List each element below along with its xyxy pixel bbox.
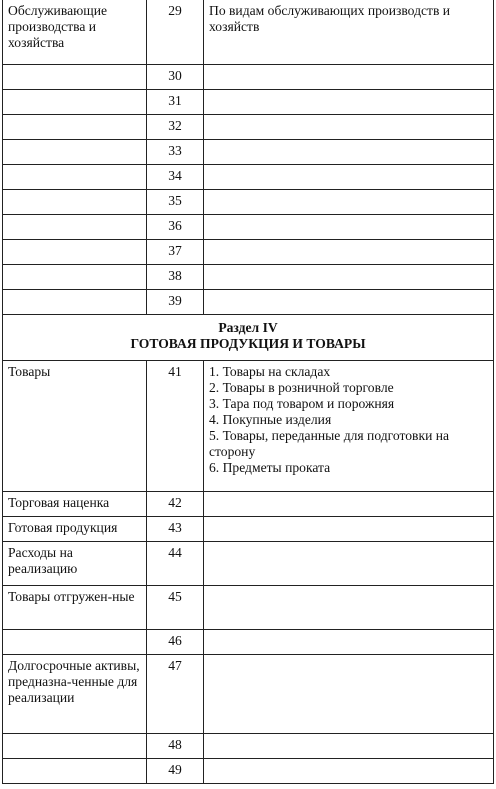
account-name-cell	[3, 758, 147, 783]
subaccount-cell	[204, 491, 494, 516]
account-name-cell	[3, 89, 147, 114]
subaccount-cell	[204, 139, 494, 164]
subaccount-item: 4. Покупные изделия	[209, 411, 332, 427]
table-row	[3, 0, 494, 64]
table-row	[3, 289, 494, 314]
account-number-cell: 36	[147, 214, 204, 239]
account-number-cell: 48	[147, 733, 204, 758]
subaccount-cell	[204, 516, 494, 541]
table-row	[3, 629, 494, 654]
account-name-cell: Долгосрочные активы, предназна-ченные для реализации	[3, 654, 147, 733]
account-name-cell: Товары отгружен-ные	[3, 585, 147, 629]
subaccount-cell	[204, 214, 494, 239]
table-row	[3, 189, 494, 214]
account-name-cell: Готовая продукция	[3, 516, 147, 541]
table-row	[3, 360, 494, 491]
table-row	[3, 214, 494, 239]
account-name-cell	[3, 214, 147, 239]
account-name-cell	[3, 114, 147, 139]
account-name-cell: Торговая наценка	[3, 491, 147, 516]
subaccount-cell	[204, 189, 494, 214]
table-row	[3, 64, 494, 89]
account-number-cell: 30	[147, 64, 204, 89]
account-number-cell: 38	[147, 264, 204, 289]
account-number-cell: 49	[147, 758, 204, 783]
account-number-cell: 46	[147, 629, 204, 654]
table-row	[3, 654, 494, 733]
subaccount-cell	[204, 585, 494, 629]
subaccount-item: 2. Товары в розничной торговле	[209, 379, 394, 395]
account-name-cell: Товары	[3, 360, 147, 491]
account-number-cell: 33	[147, 139, 204, 164]
table-row	[3, 89, 494, 114]
subaccount-item: 1. Товары на складах	[209, 363, 331, 379]
table-row	[3, 491, 494, 516]
table-row	[3, 585, 494, 629]
account-number-cell: 41	[147, 360, 204, 491]
account-number-cell: 39	[147, 289, 204, 314]
account-number-cell: 29	[147, 0, 204, 64]
account-name-cell: Расходы на реализацию	[3, 541, 147, 585]
account-number-cell: 44	[147, 541, 204, 585]
subaccount-cell: По видам обслуживающих производств и хозяйств	[204, 0, 494, 64]
table-row	[3, 758, 494, 783]
subaccount-cell	[204, 64, 494, 89]
account-number-cell: 43	[147, 516, 204, 541]
account-name-cell	[3, 239, 147, 264]
subaccount-cell	[204, 629, 494, 654]
section-title: ГОТОВАЯ ПРОДУКЦИЯ И ТОВАРЫ	[130, 335, 366, 351]
account-number-cell: 31	[147, 89, 204, 114]
table-row	[3, 264, 494, 289]
account-name-cell	[3, 64, 147, 89]
subaccount-cell	[204, 114, 494, 139]
account-name-cell	[3, 733, 147, 758]
account-number-cell: 37	[147, 239, 204, 264]
table-row	[3, 733, 494, 758]
account-name-cell	[3, 264, 147, 289]
account-number-cell: 32	[147, 114, 204, 139]
section-header-row	[3, 314, 494, 360]
account-name-cell	[3, 164, 147, 189]
subaccount-cell	[204, 289, 494, 314]
account-name-cell	[3, 629, 147, 654]
table-row	[3, 516, 494, 541]
subaccount-cell	[204, 89, 494, 114]
subaccount-item: 5. Товары, переданные для подготовки на сторону	[209, 427, 450, 459]
account-number-cell: 34	[147, 164, 204, 189]
account-number-cell: 35	[147, 189, 204, 214]
account-number-cell: 47	[147, 654, 204, 733]
subaccount-cell	[204, 164, 494, 189]
subaccount-cell	[204, 758, 494, 783]
account-name-cell	[3, 189, 147, 214]
table-row	[3, 164, 494, 189]
subaccount-list-cell	[204, 360, 494, 491]
account-name-cell	[3, 289, 147, 314]
section-header-cell	[3, 314, 494, 360]
table-row	[3, 541, 494, 585]
subaccount-item: 3. Тара под товаром и порожняя	[209, 395, 395, 411]
subaccount-cell	[204, 733, 494, 758]
subaccount-cell	[204, 264, 494, 289]
account-number-cell: 45	[147, 585, 204, 629]
table-row	[3, 114, 494, 139]
section-label: Раздел IV	[218, 319, 278, 335]
table-row	[3, 139, 494, 164]
subaccount-cell	[204, 239, 494, 264]
account-name-cell	[3, 139, 147, 164]
account-name-cell: Обслуживающие производства и хозяйства	[3, 0, 147, 64]
account-number-cell: 42	[147, 491, 204, 516]
subaccount-cell	[204, 654, 494, 733]
subaccount-cell	[204, 541, 494, 585]
table-row	[3, 239, 494, 264]
chart-of-accounts-table	[2, 0, 494, 784]
subaccount-item: 6. Предметы проката	[209, 459, 331, 475]
